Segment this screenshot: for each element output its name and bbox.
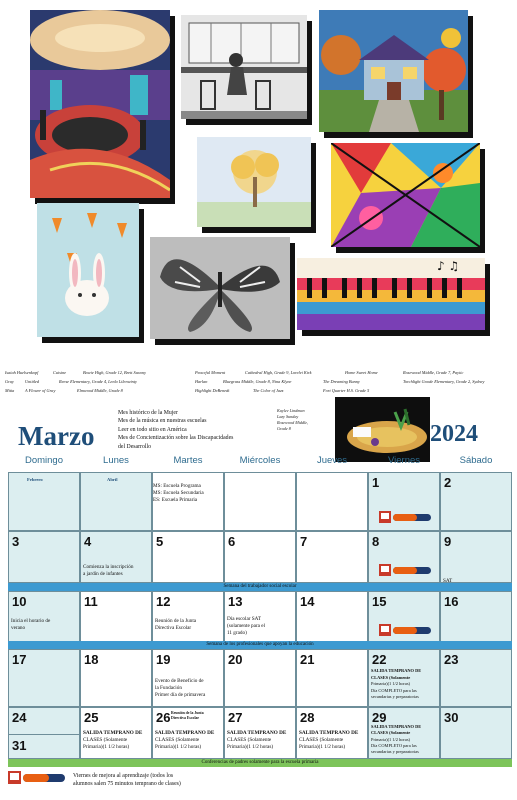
day-cell-legend (152, 472, 224, 531)
credit-text: Bluegrass Middle, Grade 8, Nina Klyne (223, 379, 292, 384)
day-number: 29 (372, 710, 387, 725)
learning-friday-icon (379, 511, 435, 523)
artwork-title: Lazy Sunday (277, 414, 299, 419)
day-cell-16[interactable] (440, 591, 512, 643)
event-line: SALIDA TEMPRANO DE (83, 730, 143, 736)
weekday-header (8, 455, 512, 466)
event-line: secundarias y preparatorias (371, 749, 419, 755)
month-title: Marzo (18, 421, 95, 451)
credit-text: Harlan (195, 379, 208, 384)
svg-text:♪ ♫: ♪ ♫ (437, 259, 460, 273)
event-note (371, 668, 421, 701)
observance: Mes de Concientización sobre las Discapacidades (118, 435, 234, 442)
event-note (83, 564, 133, 578)
week-banner-education-support: Semana de los profesionales que apoyan la educación (8, 641, 512, 649)
day-cell-7[interactable] (296, 531, 368, 583)
day-cell-empty (296, 472, 368, 531)
event-line: a jardín de infantes (83, 571, 123, 577)
featured-artwork-lazy-sunday (335, 397, 430, 462)
day-number: 30 (444, 710, 459, 725)
day-cell-5[interactable] (152, 531, 224, 583)
credit-text: Isaiah Huelsenkopf (5, 370, 39, 375)
event-line: Primaria)(1 1/2 horas) (371, 736, 411, 742)
day-cell-8[interactable] (368, 531, 440, 583)
day-cell-empty (224, 472, 296, 531)
event-note (155, 618, 196, 632)
event-line: Primaria)(1 1/2 horas) (227, 744, 274, 750)
day-cell-4[interactable] (80, 531, 152, 583)
day-number: 10 (12, 594, 27, 609)
event-line: CLASES (Solamente (371, 730, 411, 736)
legend-line: Viernes de mejora al aprendizaje (todos los (73, 773, 174, 779)
day-cell-empty (8, 472, 80, 531)
day-number: 8 (372, 534, 380, 549)
event-line: Evento de Beneficio de (155, 678, 204, 684)
day-number: 27 (228, 710, 243, 725)
credit-text: Reese Elementary, Grade 4, Leela Lilenwinty (59, 379, 137, 384)
day-cell-6[interactable] (224, 531, 296, 583)
event-note (371, 724, 421, 755)
event-line: (solamente para el (227, 623, 266, 629)
year-title: 2024 (430, 421, 478, 447)
artwork-credits (5, 368, 513, 395)
day-cell-9[interactable] (440, 531, 512, 583)
event-line: Reunión de la Junta (171, 711, 204, 715)
weekday-label: Domingo (24, 455, 64, 466)
day-number: 28 (300, 710, 315, 725)
event-line: CLASES (Solamente (83, 737, 128, 743)
event-line: SALIDA TEMPRANO DE (371, 724, 422, 729)
event-line: Primaria)(1 1/2 horas) (371, 681, 411, 686)
event-line: Inicia el horario de (11, 618, 51, 624)
event-line: Día escolar SAT (227, 616, 261, 622)
day-cell-2[interactable] (440, 472, 512, 531)
artwork-home-sweet-home (319, 10, 468, 132)
day-number: 13 (228, 594, 243, 609)
credit-text: A Flower of Gray (25, 388, 56, 393)
credit-text: Untitled (25, 379, 40, 384)
day-cell-10[interactable] (8, 591, 80, 643)
day-number: 23 (444, 652, 459, 667)
event-line: Comienza la inscripción (83, 564, 134, 570)
day-number: 6 (228, 534, 236, 549)
day-cell-28[interactable] (296, 707, 368, 759)
day-number: 9 (444, 534, 452, 549)
event-line: CLASES (Solamente (299, 737, 344, 743)
week-banner-social-worker: Semana del trabajador social escolar (8, 583, 512, 591)
event-line: Directiva Escolar (171, 716, 200, 720)
day-number: 7 (300, 534, 308, 549)
day-cell-26[interactable] (152, 707, 224, 759)
legend-line: ES: Escuela Primaria (153, 497, 198, 503)
week-banner-conferences: Conferencias de padres solamente para la escuela primaria (8, 759, 512, 767)
legend-line: MS: Escuela Programa (153, 483, 201, 489)
weekday-label: Viernes (387, 455, 421, 466)
event-line: Día COMPLETO para las (371, 687, 417, 693)
event-note (155, 678, 205, 699)
observances-list (118, 409, 233, 451)
day-cell-11[interactable] (80, 591, 152, 643)
observance: Mes de la música en nuestras escuelas (118, 418, 207, 425)
day-number: 1 (372, 475, 380, 490)
day-cell-29[interactable] (368, 707, 440, 759)
weekday-label: Lunes (103, 455, 129, 466)
day-cell-23[interactable] (440, 649, 512, 707)
event-line: CLASES (Solamente (155, 737, 200, 743)
day-cell-24-31[interactable] (8, 707, 80, 759)
day-number: 19 (156, 652, 171, 667)
credit-text: Peaceful Moment (195, 370, 226, 375)
event-note (171, 711, 204, 721)
day-cell-17[interactable] (8, 649, 80, 707)
event-line: SALIDA TEMPRANO DE (227, 730, 287, 736)
day-number: 12 (156, 594, 171, 609)
observance: del Desarrollo (118, 443, 151, 450)
artwork-piano-jazz (297, 258, 485, 330)
artist-name: Kaylee Lindman (277, 408, 305, 413)
event-line: Directiva Escolar (155, 625, 192, 631)
day-number: 18 (84, 652, 99, 667)
artist-school: Rosewood Middle, (277, 420, 309, 425)
artwork-untitled-tree (197, 137, 311, 227)
learning-friday-icon (379, 624, 435, 636)
observance: Mes histórico de la Mujer (118, 410, 178, 416)
day-number: 16 (444, 594, 459, 609)
credit-text: Fort Quarter H.S. Grade 5 (323, 388, 370, 393)
learning-friday-icon (379, 564, 435, 576)
event-note (155, 730, 214, 751)
day-number: 14 (300, 594, 315, 609)
credit-text: Gray (5, 379, 14, 384)
day-number: 4 (84, 534, 92, 549)
credit-text: Cuisine (53, 370, 67, 375)
day-number: 22 (372, 652, 387, 667)
credit-text: Elmwood Middle, Grade 8 (77, 388, 123, 393)
sat-label: SAT (443, 578, 453, 583)
event-line: verano (11, 625, 26, 631)
credit-text: Torchlight Goode Elementary, Grade 2, Sydney (403, 379, 485, 384)
event-note (227, 730, 286, 751)
day-number: 20 (228, 652, 243, 667)
weekday-label: Jueves (316, 455, 348, 466)
credit-text: Rosewood Middle, Grade 7, Paytic (403, 370, 464, 375)
cell-divider (9, 734, 80, 735)
day-number: 31 (12, 738, 27, 753)
day-cell-30[interactable] (440, 707, 512, 759)
observance: Leer en todo sitio en América (118, 426, 187, 433)
day-number: 5 (156, 534, 164, 549)
day-cell-20[interactable] (224, 649, 296, 707)
artwork-cuisine (30, 10, 170, 198)
day-cell-22[interactable] (368, 649, 440, 707)
event-line: SALIDA TEMPRANO DE (299, 730, 359, 736)
day-cell-27[interactable] (224, 707, 296, 759)
credit-row (5, 386, 513, 395)
artwork-the-color-of-jazz-shapes (331, 143, 480, 247)
day-cell-18[interactable] (80, 649, 152, 707)
day-number: 15 (372, 594, 387, 609)
day-number: 21 (300, 652, 315, 667)
artwork-peaceful-moment (181, 15, 307, 119)
legend-line: MS: Escuela Secundaria (153, 490, 204, 496)
event-line: CLASES (Solamente (227, 737, 272, 743)
day-number: 24 (12, 710, 27, 725)
credit-text: The Color of Jazz (253, 388, 284, 393)
artwork-butterfly (150, 237, 290, 339)
day-cell-13[interactable] (224, 591, 296, 643)
event-line: secundarias y preparatorias (371, 694, 419, 699)
event-line: Primaria)(1 1/2 horas) (155, 744, 202, 750)
credit-text: Mitia (5, 388, 15, 393)
day-cell-empty (80, 472, 152, 531)
credit-text: Home Sweet Home (345, 370, 378, 375)
mini-calendar-february[interactable]: Febrero (27, 477, 43, 482)
legend-learning-friday (73, 772, 181, 788)
event-line: Primaria)(1 1/2 horas) (299, 744, 346, 750)
weekday-label: Miércoles (239, 455, 281, 466)
featured-artist-note (277, 408, 308, 432)
event-line: CLASES (Solamente (371, 674, 411, 680)
day-number: 3 (12, 534, 20, 549)
day-cell-14[interactable] (296, 591, 368, 643)
weekday-label: Martes (173, 455, 203, 466)
credit-row (5, 377, 513, 386)
artwork-dreaming-bunny (37, 203, 139, 337)
day-number: 25 (84, 710, 99, 725)
credit-text: Bowie High, Grade 12, Brett Saxony (83, 370, 146, 375)
weekday-label: Sábado (459, 455, 493, 466)
event-line: Reunión de la Junta (155, 618, 197, 624)
event-note (11, 618, 50, 632)
event-line: SALIDA TEMPRANO DE (371, 668, 422, 673)
event-line: Primaria)(1 1/2 horas) (83, 744, 130, 750)
mini-calendar-april[interactable]: Abril (107, 477, 118, 482)
credit-text: The Dreaming Bunny (323, 379, 360, 384)
event-line: Primer día de primavera (155, 692, 206, 698)
artist-grade: Grade 8 (277, 426, 291, 431)
event-line: la Fundación (155, 685, 182, 691)
day-cell-21[interactable] (296, 649, 368, 707)
event-line: SALIDA TEMPRANO DE (155, 730, 215, 736)
event-line: 11 grado) (227, 630, 247, 636)
credit-text: Highlight DeBenedt (195, 388, 230, 393)
day-cell-25[interactable] (80, 707, 152, 759)
event-note (227, 616, 265, 637)
event-note (299, 730, 358, 751)
credit-text: Cathedral High, Grade 9, Lorelei Kirk (245, 370, 312, 375)
legend-line: alumnos salen 75 minutos temprano de clases) (73, 781, 181, 787)
day-number: 11 (84, 594, 98, 609)
event-note (83, 730, 142, 751)
day-number: 17 (12, 652, 27, 667)
credit-row (5, 368, 513, 377)
learning-friday-icon (8, 771, 68, 784)
day-cell-12[interactable] (152, 591, 224, 643)
day-cell-3[interactable] (8, 531, 80, 583)
day-cell-15[interactable] (368, 591, 440, 643)
day-number: 2 (444, 475, 452, 490)
day-number: 26 (156, 710, 171, 725)
day-cell-19[interactable] (152, 649, 224, 707)
event-line: Día COMPLETO para las (371, 742, 417, 748)
school-level-legend (153, 483, 204, 504)
day-cell-1[interactable] (368, 472, 440, 531)
